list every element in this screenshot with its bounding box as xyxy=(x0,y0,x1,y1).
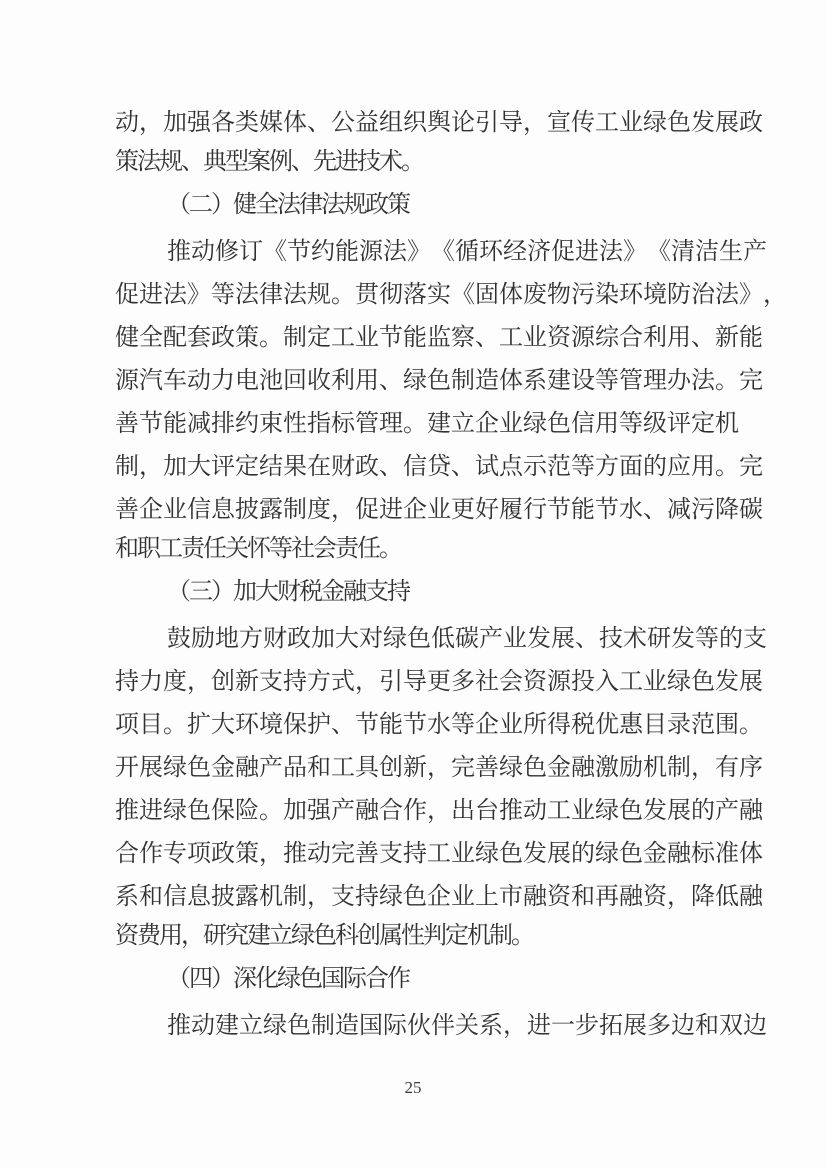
text-line: 促 进 法 》 等 法 律 法 规 。 贯 彻 落 实 《 固 体 废 物 污 染 环 境 防 治 法 》 ， xyxy=(115,282,787,308)
text-line: 源 汽 车 动 力 电 池 回 收 利 用 、 绿 色 制 造 体 系 建 设 等 管 理 办 法 。 完 xyxy=(115,368,763,394)
text-line: 系 和 信 息 披 露 机 制 ， 支 持 绿 色 企 业 上 市 融 资 和 再 融 资 ， 降 低 融 xyxy=(115,884,763,910)
text-line: 资费用，研究建立绿色科创属性判定机制。 xyxy=(115,923,533,949)
section-heading: （二）健全法律法规政策 xyxy=(167,192,409,218)
section-heading: （四）深化绿色国际合作 xyxy=(167,966,409,992)
page-number: 25 xyxy=(404,1078,422,1097)
text-line: 健 全 配 套 政 策 。 制 定 工 业 节 能 监 察 、 工 业 资 源 综 合 利 用 、 新 能 xyxy=(115,325,763,351)
text-line: 动 ， 加 强 各 类 媒 体 、 公 益 组 织 舆 论 引 导 ， 宣 传 工 业 绿 色 发 展 政 xyxy=(115,110,763,136)
text-line: 项 目 。 扩 大 环 境 保 护 、 节 能 节 水 等 企 业 所 得 税 优 惠 目 录 范 围 。 xyxy=(115,712,763,738)
text-line: 推 动 建 立 绿 色 制 造 国 际 伙 伴 关 系 ， 进 一 步 拓 展 多 边 和 双 边 xyxy=(167,1013,767,1039)
document-text xyxy=(115,98,787,1044)
text-line: 合 作 专 项 政 策 ， 推 动 完 善 支 持 工 业 绿 色 发 展 的 绿 色 金 融 标 准 体 xyxy=(115,841,763,867)
text-line: 推 动 修 订 《 节 约 能 源 法 》 《 循 环 经 济 促 进 法 》 《 清 洁 生 产 xyxy=(167,239,767,265)
text-line: 开 展 绿 色 金 融 产 品 和 工 具 创 新 ， 完 善 绿 色 金 融 激 励 机 制 ， 有 序 xyxy=(115,755,763,781)
text-line: 推 进 绿 色 保 险 。 加 强 产 融 合 作 ， 出 台 推 动 工 业 绿 色 发 展 的 产 融 xyxy=(115,798,763,824)
text-line: 善 企 业 信 息 披 露 制 度 ， 促 进 企 业 更 好 履 行 节 能 节 水 、 减 污 降 碳 xyxy=(115,497,763,523)
text-line: 善 节 能 减 排 约 束 性 指 标 管 理 。 建 立 企 业 绿 色 信 用 等 级 评 定 机 xyxy=(115,411,739,437)
text-line: 策法规、典型案例、先进技术。 xyxy=(115,149,423,175)
text-line: 制 ， 加 大 评 定 结 果 在 财 政 、 信 贷 、 试 点 示 范 等 方 面 的 应 用 。 完 xyxy=(115,454,763,480)
page-footer xyxy=(0,1078,826,1098)
text-line: 和职工责任关怀等社会责任。 xyxy=(115,536,401,562)
text-line: 鼓 励 地 方 财 政 加 大 对 绿 色 低 碳 产 业 发 展 、 技 术 研 发 等 的 支 xyxy=(167,626,767,652)
section-heading: （三）加大财税金融支持 xyxy=(167,579,409,605)
text-line: 持 力 度 ， 创 新 支 持 方 式 ， 引 导 更 多 社 会 资 源 投 入 工 业 绿 色 发 展 xyxy=(115,669,763,695)
